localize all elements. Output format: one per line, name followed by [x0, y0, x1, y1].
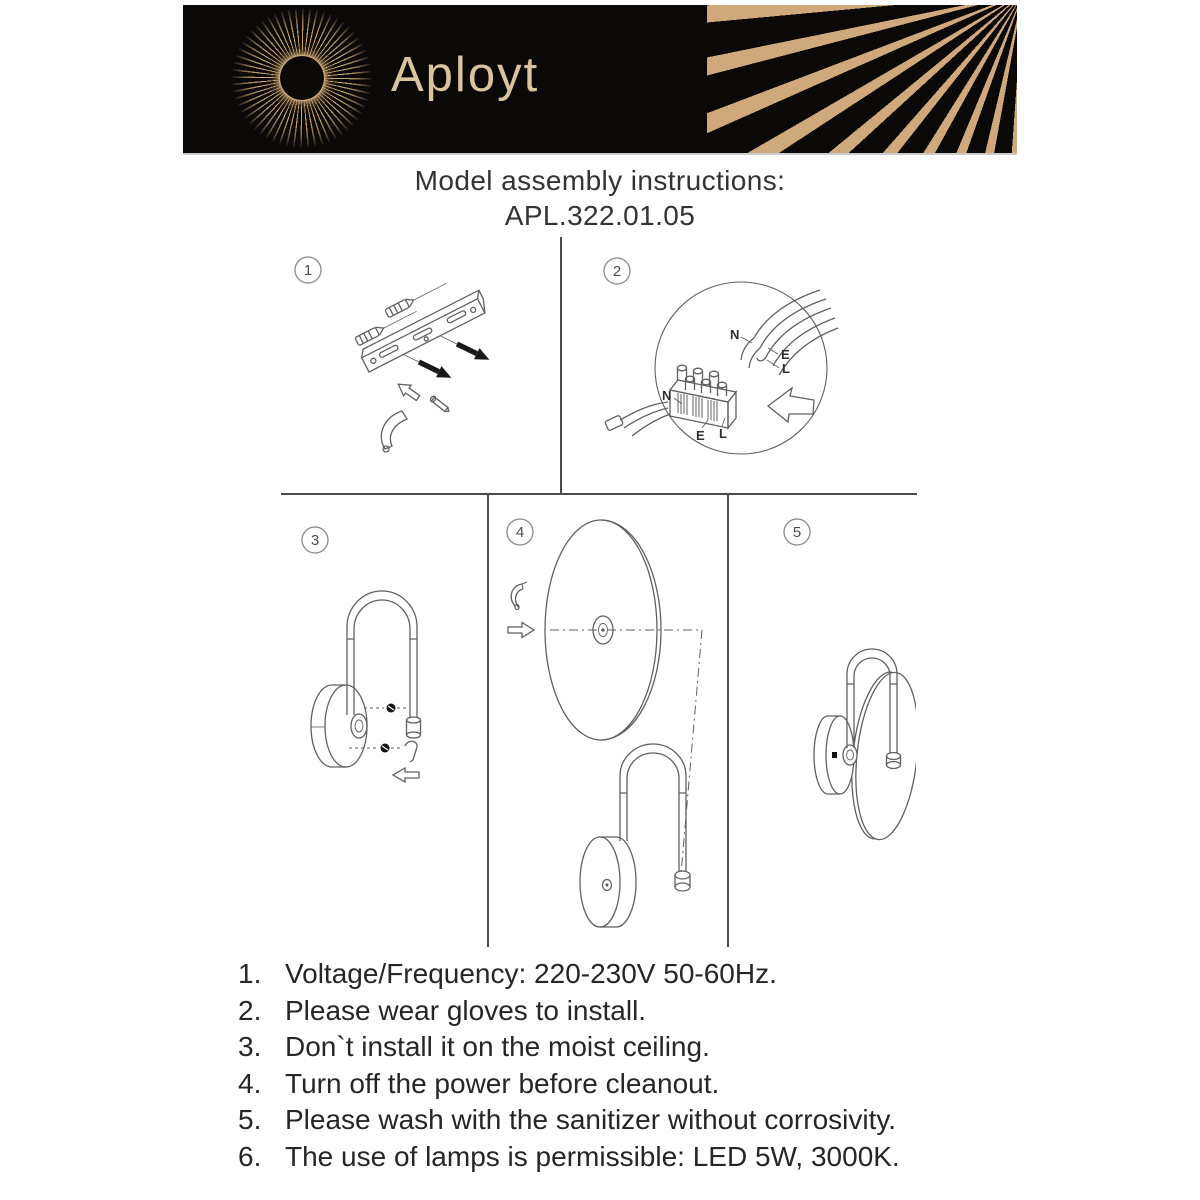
direction-arrow-icon: [508, 623, 534, 638]
wall-canopy: [580, 837, 636, 927]
insert-arrow-icon: [395, 379, 422, 403]
step-3-arm-mount-diagram: [285, 496, 488, 946]
step-5-assembled-diagram: [729, 496, 916, 946]
step-1-bracket-diagram: [285, 242, 560, 494]
step-4-shade-diagram: [490, 496, 727, 946]
page-title: [0, 163, 1200, 233]
item-text: Please wash with the sanitizer without corrosivity.: [285, 1104, 897, 1135]
item-number: 6.: [238, 1140, 262, 1172]
item-number: 5.: [238, 1104, 262, 1135]
item-number: 3.: [238, 1031, 262, 1062]
list-item: [238, 1029, 1028, 1066]
item-text: Don`t install it on the moist ceiling.: [285, 1031, 710, 1062]
instructions-list: [238, 956, 1028, 1175]
item-text: The use of lamps is permissible: LED 5W, 3000K.: [285, 1140, 900, 1172]
wire-label-n-top: N: [730, 327, 740, 342]
screw-arrow: [400, 349, 454, 384]
direction-arrow-icon: [768, 388, 814, 422]
rays-decoration-icon: [707, 5, 1017, 153]
direction-arrow-icon: [393, 768, 419, 782]
terminal-pins: [678, 365, 727, 396]
arch-arm: [620, 744, 690, 891]
title-line: Model assembly instructions:: [414, 165, 786, 196]
sunburst-core: [280, 56, 324, 100]
wall-canopy: [311, 685, 367, 767]
item-text: Voltage/Frequency: 220-230V 50-60Hz.: [285, 958, 777, 989]
step-2-wiring-diagram: [562, 242, 916, 494]
item-text: Please wear gloves to install.: [285, 994, 647, 1026]
axis-line: [681, 630, 702, 874]
wall-canopy: [814, 716, 857, 794]
wire-label-e-right: E: [781, 347, 790, 362]
small-screw: [429, 395, 450, 413]
item-number: 4.: [238, 1067, 262, 1099]
step-1-number: 1: [303, 262, 313, 279]
list-item: [238, 993, 1028, 1030]
sunburst-logo-icon: [233, 9, 371, 147]
set-screws: [349, 704, 406, 753]
hex-key: [405, 741, 417, 762]
wire-label-e-bottom: E: [696, 428, 705, 443]
mounting-rail: [359, 290, 490, 372]
detail-circle: [655, 282, 827, 454]
list-item: [238, 1102, 1028, 1139]
step-5-number: 5: [792, 524, 802, 541]
lamp-wires: [605, 402, 670, 436]
spring-clip: [381, 411, 407, 449]
step-3-number: 3: [310, 532, 320, 549]
item-text: Turn off the power before cleanout.: [285, 1067, 720, 1099]
list-item: [238, 1066, 1028, 1103]
step-4-number: 4: [515, 524, 525, 541]
screw-arrow: [438, 331, 492, 366]
list-item: [238, 956, 1028, 993]
brand-name: Aployt: [391, 48, 540, 102]
step-2-number: 2: [612, 263, 622, 280]
brand-banner: [183, 5, 1017, 153]
wire-label-l-right: L: [782, 361, 790, 376]
wire-label-l-bottom: L: [719, 426, 727, 441]
arch-arm: [347, 591, 421, 738]
wire-label-n-left: N: [662, 388, 672, 403]
item-number: 1.: [238, 958, 262, 989]
hex-key: [511, 582, 527, 610]
list-item: [238, 1139, 1028, 1176]
item-number: 2.: [238, 994, 262, 1026]
model-number: APL.322.01.05: [504, 200, 696, 231]
wall-anchor: [385, 279, 449, 317]
